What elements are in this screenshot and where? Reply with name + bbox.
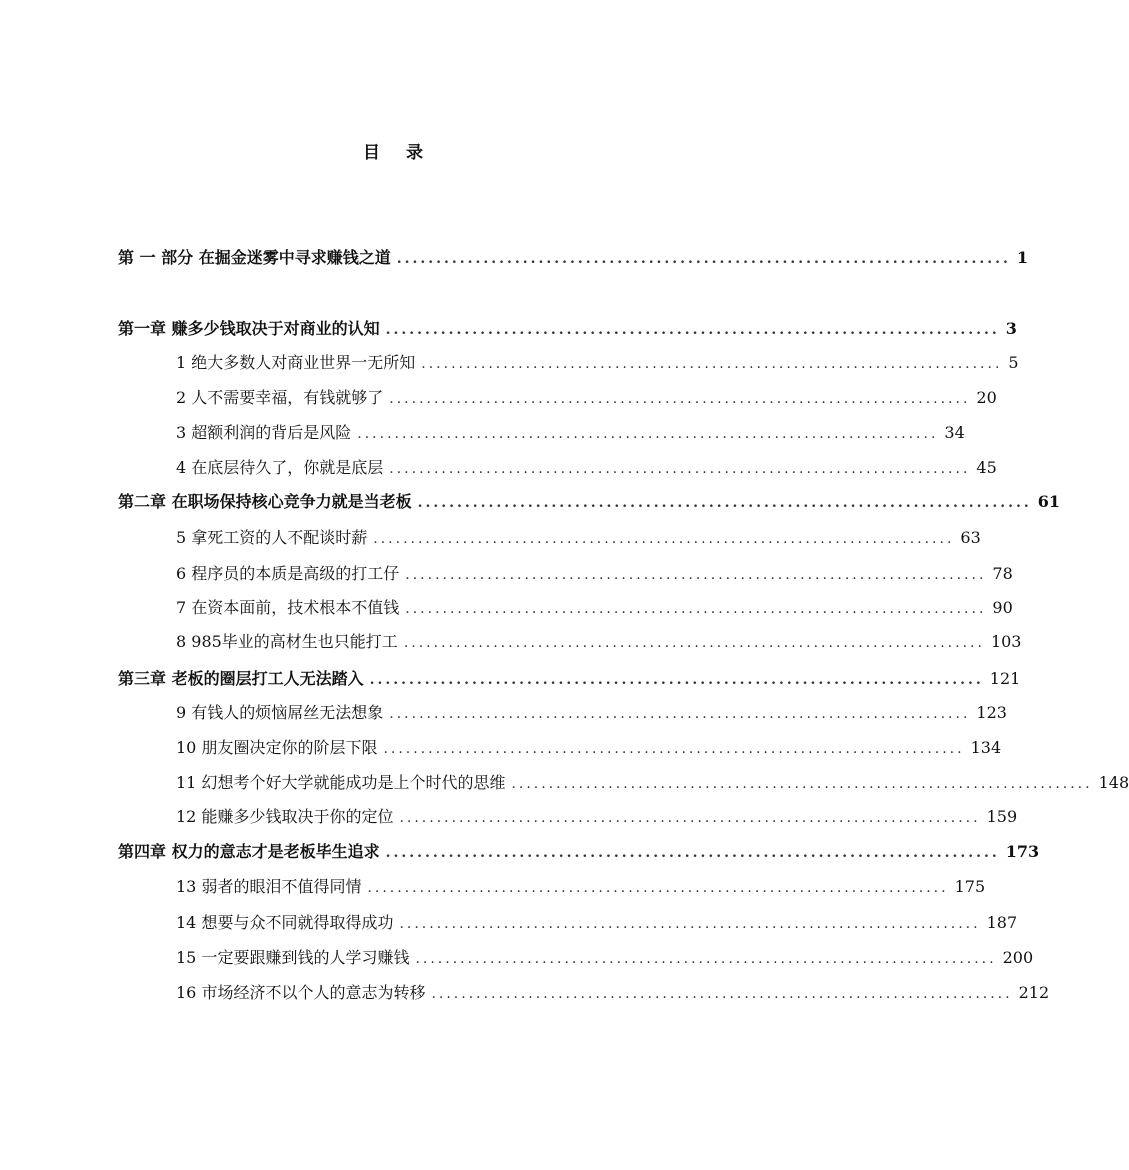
toc-section-7: [176, 597, 1013, 620]
toc-page-number: 34: [944, 423, 965, 442]
toc-chapter-label: 第二章 在职场保持核心竞争力就是当老板: [118, 492, 412, 511]
toc-section-label: 5 拿死工资的人不配谈时薪: [176, 528, 368, 547]
dot-leader: ..............................................................................: [421, 356, 1003, 372]
toc-chapter-2: [118, 491, 1061, 514]
dot-leader: ..............................................................................: [385, 322, 1000, 338]
dot-leader: ..............................................................................: [399, 916, 981, 932]
dot-leader: ..............................................................................: [357, 426, 939, 442]
toc-title: 目 录: [363, 143, 433, 163]
toc-section-label: 2 人不需要幸福，有钱就够了: [176, 388, 384, 407]
dot-leader: ..............................................................................: [405, 601, 987, 617]
toc-section-10: [176, 737, 1002, 760]
toc-section-12: [176, 806, 1018, 829]
dot-leader: ..............................................................................: [389, 391, 971, 407]
toc-section-label: 9 有钱人的烦恼屌丝无法想象: [176, 703, 384, 722]
dot-leader: ..............................................................................: [415, 951, 997, 967]
toc-chapter-label: 第一章 赚多少钱取决于对商业的认知: [118, 319, 380, 338]
toc-section-label: 1 绝大多数人对商业世界一无所知: [176, 353, 416, 372]
toc-page-number: 103: [990, 632, 1022, 651]
toc-page-number: 200: [1002, 948, 1034, 967]
dot-leader: ..............................................................................: [367, 880, 949, 896]
toc-page-number: 159: [986, 807, 1018, 826]
toc-page-number: 63: [960, 528, 981, 547]
toc-section-1: [176, 352, 1019, 375]
toc-section-4: [176, 457, 997, 480]
toc-section-label: 3 超额利润的背后是风险: [176, 423, 352, 442]
toc-section-11: [176, 772, 1129, 795]
toc-section-label: 6 程序员的本质是高级的打工仔: [176, 564, 400, 583]
toc-section-label: 10 朋友圈决定你的阶层下限: [176, 738, 378, 757]
toc-section-16: [176, 982, 1050, 1005]
toc-page-number: 5: [1008, 353, 1019, 372]
toc-section-label: 8 985毕业的高材生也只能打工: [176, 632, 398, 651]
toc-page-number: 123: [976, 703, 1007, 722]
toc-section-label: 11 幻想考个好大学就能成功是上个时代的思维: [176, 773, 506, 792]
toc-page-number: 175: [954, 877, 986, 896]
dot-leader: ..............................................................................: [403, 635, 985, 651]
toc-part-label: 第 一 部分 在掘金迷雾中寻求赚钱之道: [118, 248, 391, 267]
toc-section-label: 13 弱者的眼泪不值得同情: [176, 877, 362, 896]
toc-chapter-3: [118, 668, 1021, 691]
dot-leader: ..............................................................................: [383, 741, 965, 757]
toc-section-label: 12 能赚多少钱取决于你的定位: [176, 807, 394, 826]
dot-leader: ..............................................................................: [389, 706, 971, 722]
toc-section-9: [176, 702, 1007, 725]
toc-page-number: 1: [1016, 248, 1029, 267]
toc-part-1: [118, 247, 1029, 270]
toc-section-label: 16 市场经济不以个人的意志为转移: [176, 983, 426, 1002]
toc-page-number: 45: [976, 458, 997, 477]
toc-section-2: [176, 387, 997, 410]
toc-section-label: 15 一定要跟赚到钱的人学习赚钱: [176, 948, 410, 967]
toc-page-number: 61: [1037, 492, 1061, 511]
dot-leader: ..............................................................................: [369, 672, 984, 688]
dot-leader: ..............................................................................: [511, 776, 1093, 792]
toc-page-number: 173: [1005, 842, 1040, 861]
dot-leader: ..............................................................................: [431, 986, 1013, 1002]
toc-section-8: [176, 631, 1022, 654]
dot-leader: ..............................................................................: [373, 531, 955, 547]
toc-chapter-label: 第三章 老板的圈层打工人无法踏入: [118, 669, 364, 688]
toc-chapter-label: 第四章 权力的意志才是老板毕生追求: [118, 842, 380, 861]
toc-section-6: [176, 563, 1013, 586]
dot-leader: ..............................................................................: [399, 810, 981, 826]
toc-page-number: 134: [970, 738, 1002, 757]
toc-section-5: [176, 527, 981, 550]
dot-leader: ..............................................................................: [396, 251, 1011, 267]
toc-page-number: 20: [976, 388, 997, 407]
dot-leader: ..............................................................................: [417, 495, 1032, 511]
dot-leader: ..............................................................................: [385, 845, 1000, 861]
toc-section-label: 4 在底层待久了，你就是底层: [176, 458, 384, 477]
toc-page-number: 90: [992, 598, 1013, 617]
toc-section-label: 14 想要与众不同就得取得成功: [176, 913, 394, 932]
toc-chapter-4: [118, 841, 1040, 864]
dot-leader: ..............................................................................: [405, 567, 987, 583]
toc-section-3: [176, 422, 965, 445]
toc-section-label: 7 在资本面前，技术根本不值钱: [176, 598, 400, 617]
toc-section-13: [176, 876, 986, 899]
toc-section-15: [176, 947, 1034, 970]
dot-leader: ..............................................................................: [389, 461, 971, 477]
toc-chapter-1: [118, 318, 1017, 341]
toc-page-number: 78: [992, 564, 1013, 583]
toc-page-number: 3: [1005, 319, 1017, 338]
toc-page-number: 212: [1018, 983, 1050, 1002]
toc-page-number: 121: [989, 669, 1021, 688]
toc-page-number: 148: [1098, 773, 1129, 792]
toc-section-14: [176, 912, 1018, 935]
toc-page-number: 187: [986, 913, 1018, 932]
